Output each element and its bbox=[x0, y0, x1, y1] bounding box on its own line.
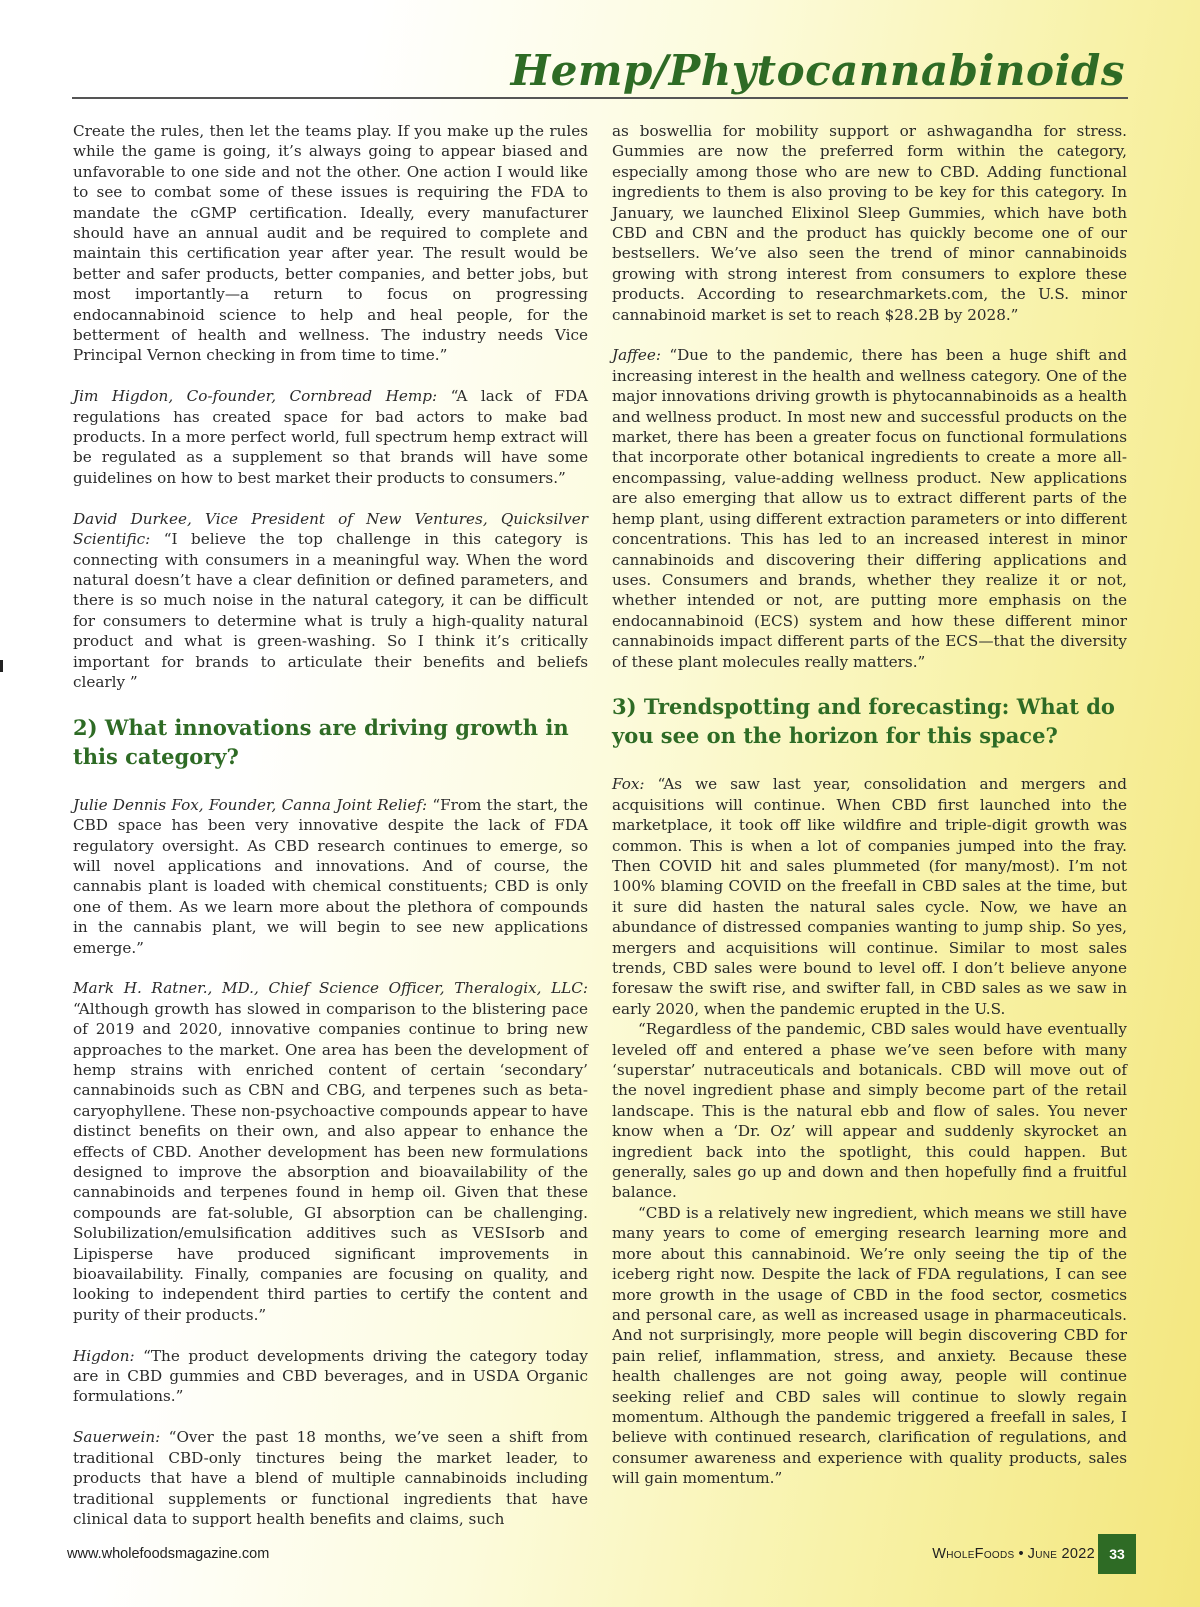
paragraph-continued: as boswellia for mobility support or ashwagandha for stress. Gummies are now the preferred form within the category, especially among those who are new to CBD. Adding functional ingredients to them is also proving to be key for this category. In January, we launched Elixinol Sleep Gummies, which have both CBD and CBN and the product has quickly become one of our bestsellers. We’ve also seen the trend of minor cannabinoids growing with strong interest from consumers to explore these products. According to researchmarkets.com, the U.S. minor cannabinoid market is set to reach $28.2B by 2028.” bbox=[612, 122, 1127, 324]
paragraph-jaffee bbox=[612, 345, 1127, 672]
section-heading-2: 2) What innovations are driving growth in this category? bbox=[73, 714, 569, 769]
issue-date: June 2022 bbox=[1027, 1546, 1095, 1562]
paragraph: “Regardless of the pandemic, CBD sales would have eventually leveled off and entered a phase we’ve seen before with many ‘superstar’ nutraceuticals and botanicals. CBD will move out of the novel ingredient phase and simply become part of the retail landscape. This is the natural ebb and flow of sales. You never know when a ‘Dr. Oz’ will appear and suddenly skyrocket an ingredient back into the spotlight, this could happen. But generally, sales go up and down and then hopefully find a fruitful balance. bbox=[612, 1020, 1127, 1202]
speaker-attribution: Fox: bbox=[612, 775, 645, 794]
left-column bbox=[73, 121, 588, 1529]
paragraph-higdon bbox=[73, 386, 588, 488]
speaker-attribution: Sauerwein: bbox=[73, 1428, 161, 1447]
right-column bbox=[612, 121, 1127, 1489]
speaker-attribution: Higdon: bbox=[73, 1346, 135, 1365]
magazine-name: WholeFoods bbox=[932, 1546, 1015, 1562]
quote-text: “Due to the pandemic, there has been a huge shift and increasing interest in the health and wellness category. One of the major innovations driving growth is phytocannabinoids as a health and wellness product. In most new and successful products on the market, there has been a greater focus on functional formulations that incorporate other botanical ingredients to create a more all-encompassing, value-adding wellness product. New applications are also emerging that allow us to extract different parts of the hemp plant, using different extraction parameters or into different concentrations. This has led to an increased interest in minor cannabinoids and discovering their differing applications and uses. Consumers and brands, whether they realize it or not, whether intended or not, are putting more emphasis on the endocannabinoid (ECS) system and how these different minor cannabinoids impact different parts of the ECS—that the diversity of these plant molecules really matters.” bbox=[612, 346, 1127, 671]
paragraph-fox-2 bbox=[612, 774, 1127, 1019]
speaker-attribution: Mark H. Ratner., MD., Chief Science Officer, Theralogix, LLC: bbox=[73, 979, 588, 998]
paragraph-durkee bbox=[73, 509, 588, 693]
speaker-attribution: Julie Dennis Fox, Founder, Canna Joint Relief: bbox=[73, 795, 428, 814]
paragraph-fox bbox=[73, 795, 588, 958]
quote-text: “Although growth has slowed in comparison to the blistering pace of 2019 and 2020, innovative companies continue to bring new approaches to the market. One area has been the development of hemp strains with enriched content of certain ‘secondary’ cannabinoids such as CBN and CBG, and terpenes such as beta-caryophyllene. These non-psychoactive compounds appear to have distinct benefits on their own, and also appear to enhance the effects of CBD. Another development has been new formulations designed to improve the absorption and bioavailability of the cannabinoids and terpenes found in hemp oil. Given that these compounds are fat-soluble, GI absorption can be challenging. Solubilization/emulsification additives such as VESIsorb and Lipisperse have produced significant improvements in bioavailability. Finally, companies are focusing on quality, and looking to independent third parties to certify the content and purity of their products.” bbox=[73, 999, 588, 1324]
quote-text: “As we saw last year, consolidation and mergers and acquisitions will continue. When CBD first launched into the marketplace, it took off like wildfire and triple-digit growth was common. This is when a lot of companies jumped into the fray. Then COVID hit and sales plummeted (for many/most). I’m not 100% blaming COVID on the freefall in CBD sales at the time, but it sure did hasten the natural sales cycle. Now, we have an abundance of distressed companies wanting to jump ship. So yes, mergers and acquisitions will continue. Similar to most sales trends, CBD sales were bound to level off. I don’t believe anyone foresaw the swift rise, and swifter fall, in CBD sales as we saw in early 2020, when the pandemic erupted in the U.S. bbox=[612, 775, 1127, 1018]
speaker-attribution: Jaffee: bbox=[612, 346, 661, 365]
paragraph-higdon-2 bbox=[73, 1346, 588, 1407]
paragraph: Create the rules, then let the teams play. If you make up the rules while the game is going, it’s always going to appear biased and unfavorable to one side and not the other. One action I would like to see to combat some of these issues is requiring the FDA to mandate the cGMP certification. Ideally, every manufacturer should have an annual audit and be required to complete and maintain this certification year after year. The result would be better and safer products, better companies, and better jobs, but most importantly—a return to focus on progressing endocannabinoid science to help and heal people, for the betterment of health and wellness. The industry needs Vice Principal Vernon checking in from time to time.” bbox=[73, 122, 588, 365]
issue-info bbox=[932, 1546, 1095, 1562]
section-title: Hemp/Phytocannabinoids bbox=[510, 46, 1125, 95]
paragraph: “CBD is a relatively new ingredient, which means we still have many years to come of emerging research learning more and more about this cannabinoid. We’re only seeing the tip of the iceberg right now. Despite the lack of FDA regulations, I can see more growth in the usage of CBD in the food sector, cosmetics and personal care, as well as increased usage in pharmaceuticals. And not surprisingly, more people will begin discovering CBD for pain relief, inflammation, stress, and anxiety. Because these health challenges are not going away, people will continue seeking relief and CBD sales will continue to slowly regain momentum. Although the pandemic triggered a freefall in sales, I believe with continued research, clarification of regulations, and consumer awareness and experience with quality products, sales will gain momentum.” bbox=[612, 1203, 1127, 1488]
paragraph-ratner bbox=[73, 978, 588, 1325]
quote-text: “The product developments driving the category today are in CBD gummies and CBD beverages, and in USDA Organic formulations.” bbox=[73, 1346, 588, 1406]
quote-text: “From the start, the CBD space has been very innovative despite the lack of FDA regulatory oversight. As CBD research continues to emerge, so will novel applications and innovations. And of course, the cannabis plant is loaded with chemical constituents; CBD is only one of them. As we learn more about the plethora of compounds in the cannabis plant, we will begin to see new applications emerge.” bbox=[73, 795, 588, 957]
quote-text: “Over the past 18 months, we’ve seen a shift from traditional CBD-only tinctures being the market leader, to products that have a blend of multiple cannabinoids including traditional supplements or functional ingredients that have clinical data to support health benefits and claims, such bbox=[73, 1428, 588, 1528]
quote-text: “A lack of FDA regulations has created space for bad actors to make bad products. In a more perfect world, full spectrum hemp extract will be regulated as a supplement so that brands will have some guidelines on how to best market their products to consumers.” bbox=[73, 387, 588, 487]
page-number: 33 bbox=[1098, 1534, 1136, 1574]
separator: • bbox=[1014, 1546, 1028, 1562]
speaker-attribution: Jim Higdon, Co-founder, Cornbread Hemp: bbox=[73, 387, 438, 406]
speaker-attribution: David Durkee, Vice President of New Ventures, Quicksilver Scientific: bbox=[73, 509, 588, 549]
website-url: www.wholefoodsmagazine.com bbox=[67, 1546, 270, 1562]
header-divider bbox=[72, 97, 1128, 99]
section-heading-3: 3) Trendspotting and forecasting: What do you see on the horizon for this space? bbox=[612, 694, 1115, 749]
paragraph-sauerwein bbox=[73, 1427, 588, 1529]
margin-mark bbox=[0, 660, 3, 672]
quote-text: “I believe the top challenge in this category is connecting with consumers in a meaningful way. When the word natural doesn’t have a clear definition or defined parameters, and there is so much noise in the natural category, it can be difficult for consumers to determine what is truly a high-quality natural product and what is green-washing. So I think it’s critically important for brands to articulate their benefits and beliefs clearly ” bbox=[73, 530, 588, 691]
